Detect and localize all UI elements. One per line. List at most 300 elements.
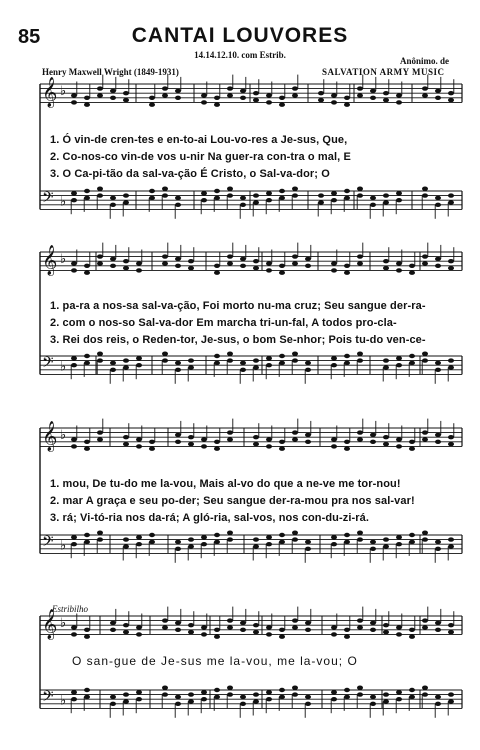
note-head <box>188 358 194 362</box>
note-head <box>344 540 350 544</box>
note-head <box>344 628 350 632</box>
note-head <box>175 196 181 200</box>
note-head <box>136 542 142 546</box>
note-head <box>279 196 285 200</box>
note-head <box>448 91 454 95</box>
lyric-line-refrain: O san-gue de Je-sus me la-vou, me la-vou; O <box>72 654 358 668</box>
note-head <box>71 535 77 539</box>
note-head <box>214 103 220 107</box>
note-head <box>383 537 389 541</box>
note-head <box>448 537 454 541</box>
note-head <box>149 189 155 193</box>
note-head <box>435 628 441 632</box>
note-head <box>370 540 376 544</box>
note-head <box>292 625 298 629</box>
note-head <box>409 440 415 444</box>
note-head <box>136 261 142 265</box>
hymn-meter: 14.14.12.10. com Estrib. <box>194 50 286 60</box>
note-head <box>71 356 77 360</box>
note-head <box>110 702 116 706</box>
note-head <box>357 618 363 622</box>
note-head <box>435 702 441 706</box>
note-head <box>266 625 272 629</box>
note-head <box>409 628 415 632</box>
note-head <box>201 535 207 539</box>
note-head <box>240 96 246 100</box>
note-head <box>240 628 246 632</box>
note-head <box>279 540 285 544</box>
note-head <box>253 259 259 263</box>
note-head <box>266 198 272 202</box>
note-head <box>305 621 311 625</box>
note-head <box>162 187 168 191</box>
note-head <box>71 363 77 367</box>
note-head <box>331 356 337 360</box>
note-head <box>149 447 155 451</box>
refrain-label: Estribilho <box>52 604 89 614</box>
note-head <box>448 623 454 627</box>
note-head <box>409 447 415 451</box>
note-head <box>123 544 129 548</box>
note-head <box>357 437 363 441</box>
note-head <box>292 352 298 356</box>
note-head <box>344 189 350 193</box>
note-head <box>175 702 181 706</box>
note-head <box>357 193 363 197</box>
note-head <box>422 686 428 690</box>
note-head <box>227 531 233 535</box>
note-head <box>253 358 259 362</box>
note-head <box>422 625 428 629</box>
note-head <box>448 630 454 634</box>
note-head <box>123 91 129 95</box>
note-head <box>422 618 428 622</box>
note-head <box>110 89 116 93</box>
note-head <box>370 203 376 207</box>
note-head <box>110 361 116 365</box>
note-head <box>149 196 155 200</box>
note-head <box>448 365 454 369</box>
note-head <box>344 695 350 699</box>
note-head <box>448 544 454 548</box>
note-head <box>435 440 441 444</box>
note-head <box>435 621 441 625</box>
note-head <box>370 433 376 437</box>
note-head <box>370 440 376 444</box>
note-head <box>383 442 389 446</box>
note-head <box>188 266 194 270</box>
note-head <box>214 354 220 358</box>
note-head <box>253 266 259 270</box>
note-head <box>422 193 428 197</box>
note-head <box>71 261 77 265</box>
bass-clef-icon: 𝄢 <box>42 687 54 709</box>
lyric-line-s2-v1: 1. pa-ra a nos-sa sal-va-ção, Foi morto nu-ma cruz; Seu sangue der-ra- <box>50 300 426 312</box>
note-head <box>409 361 415 365</box>
note-head <box>71 625 77 629</box>
note-head <box>357 86 363 90</box>
note-head <box>136 535 142 539</box>
note-head <box>201 93 207 97</box>
note-head <box>383 200 389 204</box>
note-head <box>370 695 376 699</box>
note-head <box>266 690 272 694</box>
bass-clef-icon: 𝄢 <box>42 353 54 375</box>
note-head <box>292 618 298 622</box>
note-head <box>214 189 220 193</box>
flat-sign-icon: ♭ <box>60 428 67 444</box>
bass-clef-icon: 𝄢 <box>42 188 54 210</box>
lyric-line-s1-v2: 2. Co-nos-co vin-de vos u-nir Na guer-ra con-tra o mal, E <box>50 151 351 163</box>
flat-sign-icon: ♭ <box>60 84 67 100</box>
note-head <box>110 203 116 207</box>
note-head <box>97 193 103 197</box>
note-head <box>201 444 207 448</box>
note-head <box>370 196 376 200</box>
note-head <box>344 354 350 358</box>
note-head <box>84 635 90 639</box>
note-head <box>435 257 441 261</box>
note-head <box>344 96 350 100</box>
flat-sign-icon: ♭ <box>60 359 67 375</box>
note-head <box>214 628 220 632</box>
note-head <box>240 361 246 365</box>
note-head <box>253 365 259 369</box>
note-head <box>149 440 155 444</box>
note-head <box>409 635 415 639</box>
note-head <box>331 697 337 701</box>
note-head <box>188 699 194 703</box>
note-head <box>227 686 233 690</box>
note-head <box>240 203 246 207</box>
note-head <box>357 531 363 535</box>
note-head <box>110 368 116 372</box>
note-head <box>396 444 402 448</box>
note-head <box>227 537 233 541</box>
note-head <box>110 96 116 100</box>
note-head <box>162 352 168 356</box>
note-head <box>266 632 272 636</box>
note-head <box>136 697 142 701</box>
note-head <box>71 198 77 202</box>
note-head <box>162 86 168 90</box>
note-head <box>227 358 233 362</box>
note-head <box>279 264 285 268</box>
note-head <box>318 98 324 102</box>
note-head <box>292 692 298 696</box>
note-head <box>448 358 454 362</box>
flat-sign-icon: ♭ <box>60 194 67 210</box>
note-head <box>84 628 90 632</box>
note-head <box>448 200 454 204</box>
note-head <box>175 628 181 632</box>
note-head <box>292 430 298 434</box>
note-head <box>396 268 402 272</box>
note-head <box>175 433 181 437</box>
note-head <box>162 618 168 622</box>
note-head <box>71 632 77 636</box>
note-head <box>136 444 142 448</box>
note-head <box>253 91 259 95</box>
note-head <box>188 630 194 634</box>
note-head <box>214 540 220 544</box>
note-head <box>149 540 155 544</box>
note-head <box>383 98 389 102</box>
note-head <box>71 697 77 701</box>
note-head <box>396 198 402 202</box>
note-head <box>344 196 350 200</box>
note-head <box>396 632 402 636</box>
note-head <box>97 187 103 191</box>
note-head <box>357 537 363 541</box>
note-head <box>448 98 454 102</box>
note-head <box>97 531 103 535</box>
note-head <box>396 697 402 701</box>
note-head <box>435 203 441 207</box>
note-head <box>448 442 454 446</box>
note-head <box>97 537 103 541</box>
note-head <box>344 635 350 639</box>
note-head <box>435 547 441 551</box>
note-head <box>383 259 389 263</box>
note-head <box>448 193 454 197</box>
note-head <box>344 361 350 365</box>
note-head <box>71 444 77 448</box>
note-head <box>305 368 311 372</box>
note-head <box>279 533 285 537</box>
note-head <box>162 625 168 629</box>
note-head <box>84 695 90 699</box>
note-head <box>175 547 181 551</box>
note-head <box>435 695 441 699</box>
note-head <box>409 271 415 275</box>
note-head <box>201 690 207 694</box>
note-head <box>84 540 90 544</box>
note-head <box>214 96 220 100</box>
note-head <box>227 692 233 696</box>
note-head <box>409 354 415 358</box>
note-head <box>253 544 259 548</box>
note-head <box>422 531 428 535</box>
note-head <box>383 692 389 696</box>
treble-clef-icon: 𝄞 <box>42 421 58 452</box>
note-head <box>305 547 311 551</box>
note-head <box>214 361 220 365</box>
note-head <box>71 268 77 272</box>
note-head <box>123 358 129 362</box>
note-head <box>175 89 181 93</box>
note-head <box>188 442 194 446</box>
note-head <box>292 254 298 258</box>
note-head <box>357 254 363 258</box>
note-head <box>253 630 259 634</box>
note-head <box>84 271 90 275</box>
note-head <box>84 196 90 200</box>
note-head <box>162 692 168 696</box>
note-head <box>201 542 207 546</box>
note-head <box>331 363 337 367</box>
note-head <box>422 358 428 362</box>
note-head <box>305 440 311 444</box>
note-head <box>84 533 90 537</box>
hymn-title: CANTAI LOUVORES <box>131 24 349 47</box>
note-head <box>331 625 337 629</box>
note-head <box>383 358 389 362</box>
note-head <box>279 635 285 639</box>
flat-sign-icon: ♭ <box>60 252 67 268</box>
note-head <box>136 268 142 272</box>
note-head <box>357 261 363 265</box>
note-head <box>123 193 129 197</box>
note-head <box>266 268 272 272</box>
note-head <box>253 699 259 703</box>
note-head <box>331 632 337 636</box>
note-head <box>305 540 311 544</box>
note-head <box>292 193 298 197</box>
note-head <box>422 430 428 434</box>
note-head <box>448 266 454 270</box>
note-head <box>123 623 129 627</box>
note-head <box>214 447 220 451</box>
note-head <box>214 695 220 699</box>
note-head <box>188 435 194 439</box>
note-head <box>292 686 298 690</box>
note-head <box>110 628 116 632</box>
note-head <box>266 363 272 367</box>
note-head <box>84 688 90 692</box>
hymn-number: 85 <box>18 26 41 48</box>
note-head <box>175 203 181 207</box>
note-head <box>84 440 90 444</box>
note-head <box>253 692 259 696</box>
note-head <box>279 96 285 100</box>
note-head <box>214 196 220 200</box>
note-head <box>84 189 90 193</box>
note-head <box>110 695 116 699</box>
note-head <box>227 437 233 441</box>
note-head <box>97 352 103 356</box>
note-head <box>383 544 389 548</box>
note-head <box>162 686 168 690</box>
note-head <box>227 352 233 356</box>
text-author: Anônimo. de <box>400 56 450 66</box>
note-head <box>409 264 415 268</box>
lyric-line-s3-v1: 1. mou, De tu-do me la-vou, Mais al-vo do que a ne-ve me tor-nou! <box>50 478 401 490</box>
note-head <box>370 89 376 93</box>
note-head <box>188 623 194 627</box>
flat-sign-icon: ♭ <box>60 693 67 709</box>
note-head <box>266 542 272 546</box>
note-head <box>136 356 142 360</box>
note-head <box>331 93 337 97</box>
note-head <box>214 635 220 639</box>
note-head <box>435 196 441 200</box>
note-head <box>149 103 155 107</box>
note-head <box>253 442 259 446</box>
note-head <box>266 93 272 97</box>
flat-sign-icon: ♭ <box>60 538 67 554</box>
note-head <box>123 365 129 369</box>
note-head <box>123 98 129 102</box>
note-head <box>448 259 454 263</box>
note-head <box>396 356 402 360</box>
note-head <box>227 187 233 191</box>
note-head <box>305 257 311 261</box>
note-head <box>383 266 389 270</box>
note-head <box>279 628 285 632</box>
note-head <box>253 200 259 204</box>
note-head <box>279 447 285 451</box>
note-head <box>123 266 129 270</box>
note-head <box>227 193 233 197</box>
note-head <box>188 544 194 548</box>
note-head <box>227 618 233 622</box>
note-head <box>201 198 207 202</box>
note-head <box>396 437 402 441</box>
note-head <box>305 695 311 699</box>
note-head <box>422 352 428 356</box>
note-head <box>331 100 337 104</box>
note-head <box>435 264 441 268</box>
note-head <box>318 200 324 204</box>
note-head <box>227 86 233 90</box>
note-head <box>136 632 142 636</box>
note-head <box>279 440 285 444</box>
note-head <box>240 257 246 261</box>
note-head <box>240 621 246 625</box>
note-head <box>344 440 350 444</box>
note-head <box>84 354 90 358</box>
note-head <box>110 621 116 625</box>
note-head <box>331 542 337 546</box>
note-head <box>292 86 298 90</box>
note-head <box>383 435 389 439</box>
note-head <box>318 91 324 95</box>
note-head <box>175 96 181 100</box>
note-head <box>279 271 285 275</box>
note-head <box>383 630 389 634</box>
note-head <box>396 191 402 195</box>
note-head <box>396 625 402 629</box>
note-head <box>253 98 259 102</box>
note-head <box>370 96 376 100</box>
note-head <box>201 437 207 441</box>
note-head <box>84 264 90 268</box>
note-head <box>240 702 246 706</box>
note-head <box>188 259 194 263</box>
note-head <box>201 100 207 104</box>
note-head <box>357 686 363 690</box>
note-head <box>123 692 129 696</box>
note-head <box>175 540 181 544</box>
note-head <box>422 187 428 191</box>
note-head <box>175 440 181 444</box>
note-head <box>175 257 181 261</box>
note-head <box>227 254 233 258</box>
note-head <box>409 688 415 692</box>
note-head <box>149 96 155 100</box>
note-head <box>344 264 350 268</box>
note-head <box>266 437 272 441</box>
note-head <box>110 257 116 261</box>
note-head <box>396 100 402 104</box>
note-head <box>344 688 350 692</box>
note-head <box>123 259 129 263</box>
note-head <box>344 103 350 107</box>
note-head <box>214 440 220 444</box>
note-head <box>396 542 402 546</box>
note-head <box>370 621 376 625</box>
